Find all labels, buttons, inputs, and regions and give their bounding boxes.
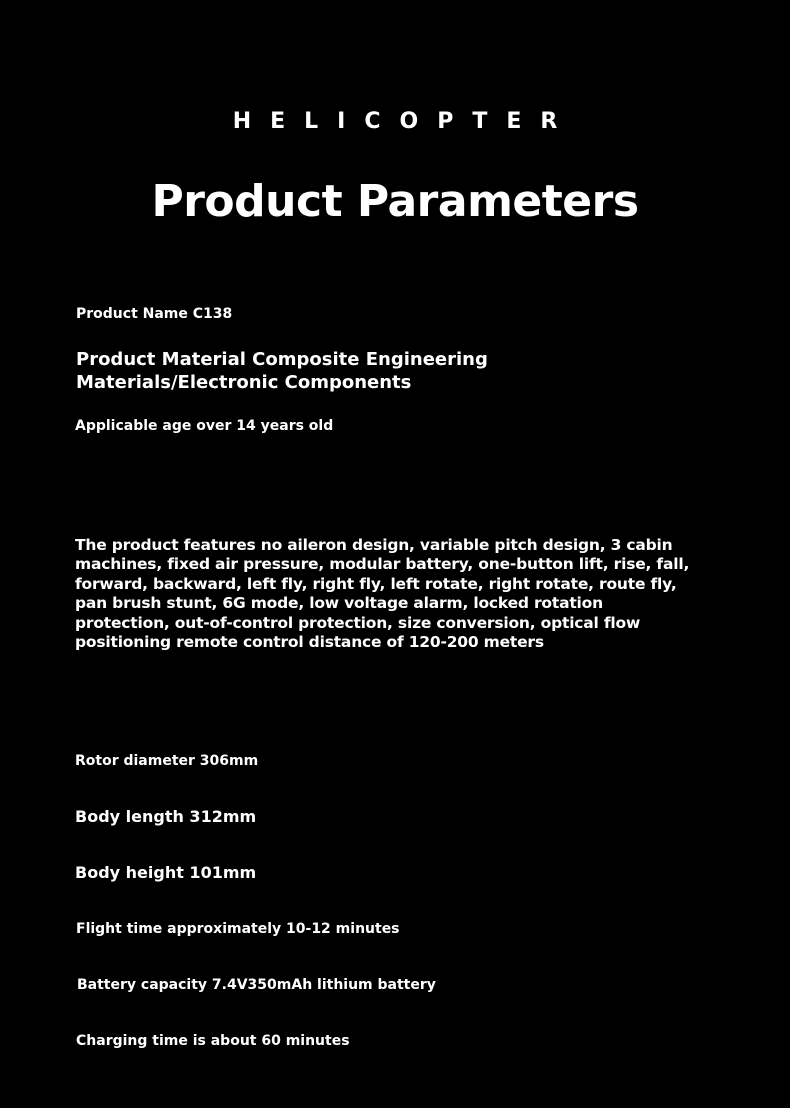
param-charging-time: Charging time is about 60 minutes — [76, 1033, 350, 1049]
param-applicable-age: Applicable age over 14 years old — [75, 418, 334, 434]
brand-heading: HELICOPTER — [232, 109, 577, 134]
param-product-material: Product Material Composite Engineering Materials/Electronic Components — [76, 349, 488, 393]
param-body-length: Body length 312mm — [75, 807, 257, 826]
param-product-name: Product Name C138 — [76, 306, 233, 322]
param-battery-capacity: Battery capacity 7.4V350mAh lithium battery — [77, 977, 436, 993]
page-title: Product Parameters — [151, 176, 639, 227]
param-flight-time: Flight time approximately 10-12 minutes — [76, 921, 400, 937]
param-features: The product features no aileron design, variable pitch design, 3 cabin machines, fixed air pressure, modular battery, one-button lift, rise, fall, forward, backward, left fly, right fly, left rotate, right rotate, route fly, pan brush stunt, 6G mode, low voltage alarm, locked rotation protection, out-of-control protection, size conversion, optical flow positioning remote control distance of 120-200 meters — [75, 536, 690, 652]
param-body-height: Body height 101mm — [75, 863, 257, 882]
param-rotor-diameter: Rotor diameter 306mm — [75, 753, 259, 769]
